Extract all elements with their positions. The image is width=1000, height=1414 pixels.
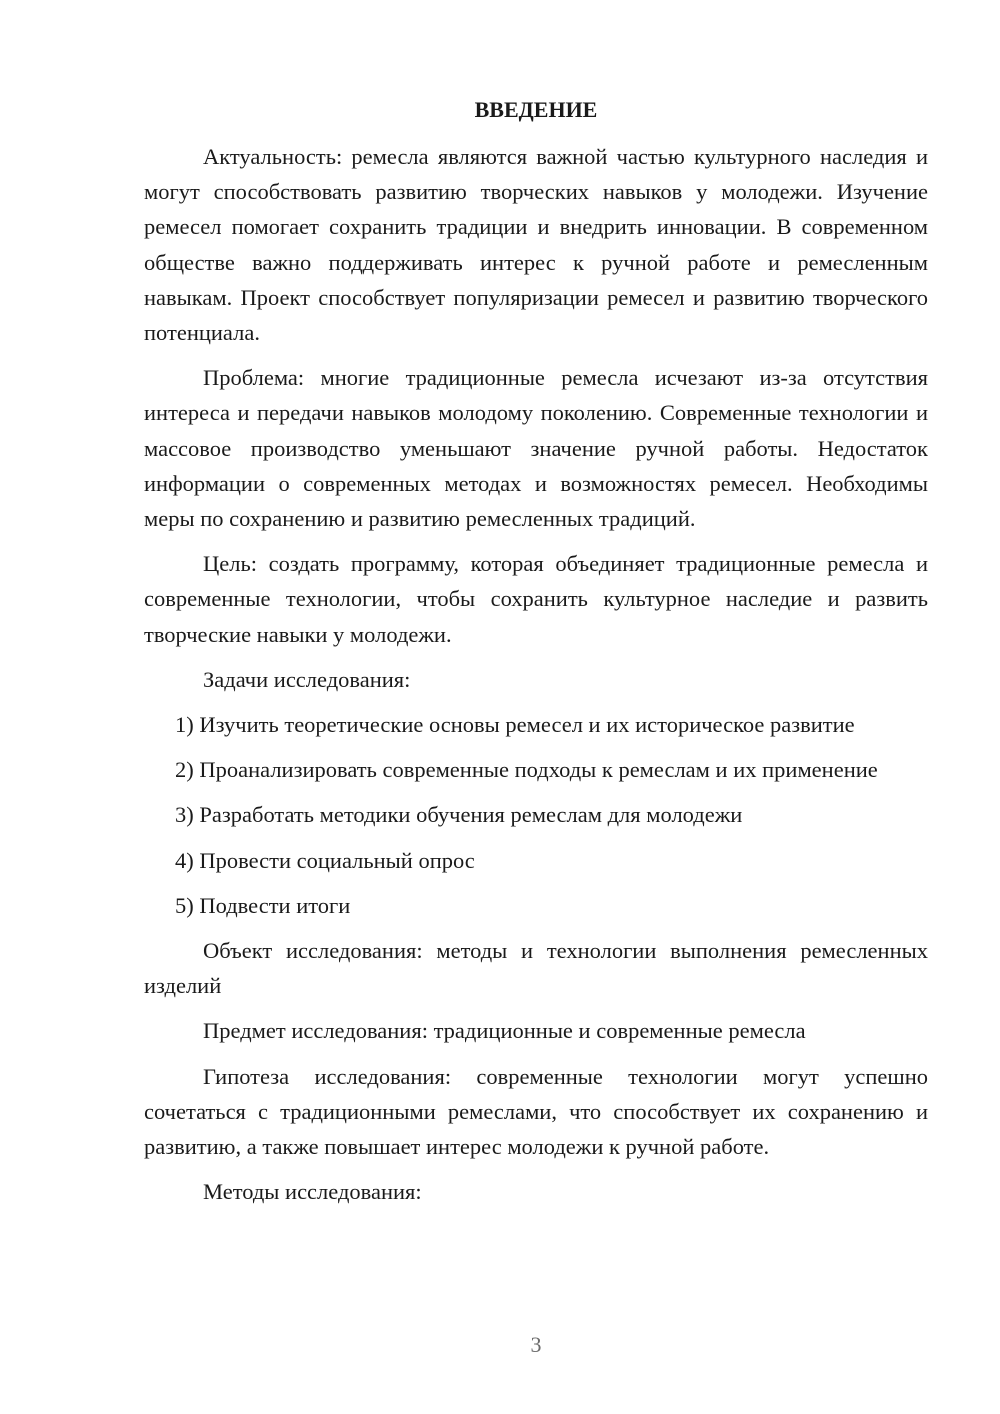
task-item: 1) Изучить теоретические основы ремесел и их историческое развитие xyxy=(175,712,855,738)
hypothesis-paragraph: Гипотеза исследования: современные технологии могут успешно сочетаться с традиционными ремеслами, что способствует их сохранению и развитию, а также повышает интерес молодежи к ручной работе. xyxy=(144,1063,928,1160)
task-item: 2) Проанализировать современные подходы к ремеслам и их применение xyxy=(175,757,878,783)
task-item: 3) Разработать методики обучения ремеслам для молодежи xyxy=(175,802,743,828)
page-number: 3 xyxy=(530,1332,542,1357)
section-title: ВВЕДЕНИЕ xyxy=(474,97,598,122)
document-page xyxy=(144,92,928,1219)
goal-paragraph: Цель: создать программу, которая объединяет традиционные ремесла и современные технологии, чтобы сохранить культурное наследие и развить творческие навыки у молодежи. xyxy=(144,551,928,647)
methods-heading: Методы исследования: xyxy=(203,1179,422,1205)
object-paragraph: Объект исследования: методы и технологии выполнения ремесленных изделий xyxy=(144,938,928,999)
subject-paragraph: Предмет исследования: традиционные и современные ремесла xyxy=(203,1018,806,1044)
problem-paragraph: Проблема: многие традиционные ремесла исчезают из-за отсутствия интереса и передачи навыков молодому поколению. Современные технологии и массовое производство уменьшают значение ручной работы. Недостаток информации о современных методах и возможностях ремесел. Необходимы меры по сохранению и развитию ремесленных традиций. xyxy=(144,365,928,532)
relevance-paragraph: Актуальность: ремесла являются важной частью культурного наследия и могут способствовать развитию творческих навыков у молодежи. Изучение ремесел помогает сохранить традиции и внедрить инновации. В современном обществе важно поддерживать интерес к ручной работе и ремесленным навыкам. Проект способствует популяризации ремесел и развитию творческого потенциала. xyxy=(144,144,928,346)
task-item: 4) Провести социальный опрос xyxy=(175,847,475,873)
tasks-heading: Задачи исследования: xyxy=(203,666,411,692)
task-item: 5) Подвести итоги xyxy=(175,892,351,918)
